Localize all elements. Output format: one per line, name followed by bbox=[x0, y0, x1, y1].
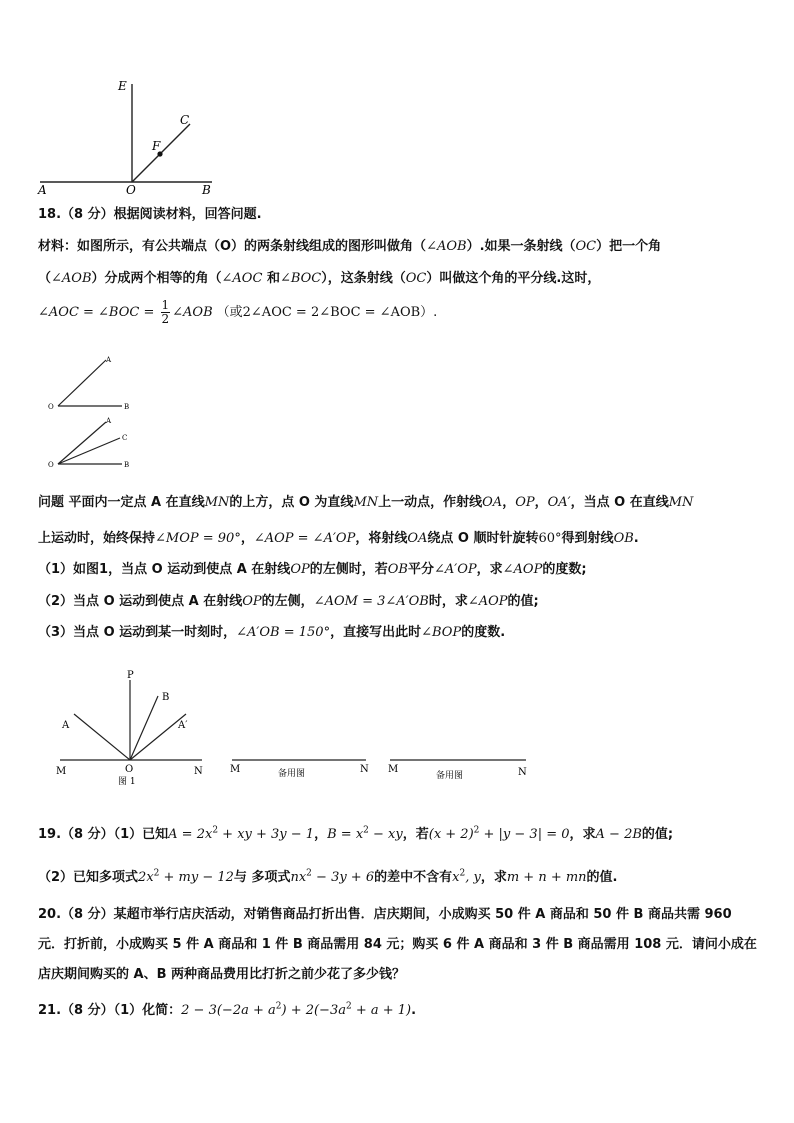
text: 时，求 bbox=[428, 594, 468, 609]
label-b: B bbox=[162, 692, 170, 703]
exponent: 2 bbox=[473, 825, 480, 836]
math: 2 − 3(−2a + a bbox=[181, 1003, 276, 1018]
figure-caption: 图 1 bbox=[118, 777, 136, 787]
exponent: 2 bbox=[212, 825, 219, 836]
ray-oc bbox=[58, 438, 120, 464]
q18-material-line1 bbox=[38, 238, 661, 256]
spare-figure-1 bbox=[226, 750, 378, 786]
math: MN bbox=[668, 495, 694, 510]
math: ) + 2(−3a bbox=[281, 1003, 346, 1018]
figure-angle-bisector bbox=[44, 412, 144, 472]
text: 材料：如图所示，有公共端点（O）的两条射线组成的图形叫做角（ bbox=[38, 239, 427, 254]
text: 的上方，点 O 为直线 bbox=[229, 495, 354, 510]
math: + a + 1) bbox=[351, 1003, 412, 1018]
exponent: 2 bbox=[275, 1001, 282, 1012]
math: ∠BOC bbox=[279, 271, 322, 286]
text: （ bbox=[38, 271, 52, 286]
label-o: O bbox=[126, 183, 136, 196]
math: ∠MOP = 90° bbox=[155, 531, 241, 546]
label-o: O bbox=[48, 461, 54, 469]
text: . bbox=[633, 531, 639, 546]
text: ）叫做这个角的平分线.这时， bbox=[426, 271, 601, 286]
text: 的左侧， bbox=[261, 594, 314, 609]
math: 2x bbox=[138, 870, 154, 885]
math: （或2∠AOC = 2∠BOC = ∠AOB）. bbox=[216, 305, 438, 320]
label-a: A bbox=[106, 356, 112, 364]
text: ， bbox=[314, 827, 328, 842]
text: 得到射线 bbox=[561, 531, 614, 546]
math: , y bbox=[465, 870, 481, 885]
text: 绕点 O 顺时针旋转 bbox=[427, 531, 539, 546]
q18-heading: 18.（8 分）根据阅读材料，回答问题. bbox=[38, 207, 262, 222]
text: 与 多项式 bbox=[233, 870, 291, 885]
q18-subquestion-2 bbox=[38, 593, 539, 611]
math: B = x bbox=[327, 827, 364, 842]
label-m: M bbox=[56, 766, 67, 777]
ray-oa bbox=[58, 422, 106, 464]
text: 的值; bbox=[507, 594, 539, 609]
math: ∠AOB bbox=[426, 239, 467, 254]
q18-material-line3 bbox=[38, 298, 437, 328]
label-m: M bbox=[388, 764, 399, 775]
text: 平分 bbox=[407, 562, 434, 577]
math: MN bbox=[353, 495, 379, 510]
text: ）.如果一条射线（ bbox=[466, 239, 576, 254]
fraction-half bbox=[161, 299, 171, 326]
math: OA bbox=[482, 495, 503, 510]
label-f: F bbox=[152, 139, 161, 153]
math: A − 2B bbox=[595, 827, 642, 842]
denominator: 2 bbox=[161, 312, 170, 326]
figure-1 bbox=[52, 666, 214, 788]
text: 的值. bbox=[586, 870, 618, 885]
label-a: A bbox=[62, 720, 70, 731]
label-m: M bbox=[230, 764, 241, 775]
q19-line2 bbox=[38, 869, 618, 887]
q18-problem-line2 bbox=[38, 530, 639, 548]
math: + |y − 3| = 0 bbox=[479, 827, 570, 842]
text: ， bbox=[240, 531, 254, 546]
text: 的差中不含有 bbox=[374, 870, 453, 885]
text: 问题 平面内一定点 A 在直线 bbox=[38, 495, 205, 510]
text: （2）已知多项式 bbox=[38, 870, 139, 885]
math: OC bbox=[405, 271, 427, 286]
math: − 3y + 6 bbox=[311, 870, 375, 885]
math: ∠AOP bbox=[467, 594, 508, 609]
math: ∠BOP bbox=[421, 625, 462, 640]
ray-ob bbox=[130, 696, 158, 760]
math: ∠AOB bbox=[172, 305, 213, 320]
text: ，当点 O 在直线 bbox=[570, 495, 669, 510]
text: ，求 bbox=[569, 827, 596, 842]
math: x bbox=[452, 870, 460, 885]
text: 19.（8 分）（1）已知 bbox=[38, 827, 169, 842]
math: + my − 12 bbox=[159, 870, 234, 885]
exponent: 2 bbox=[345, 1001, 352, 1012]
exponent: 2 bbox=[363, 825, 369, 836]
label-o: O bbox=[125, 764, 134, 775]
label-n: N bbox=[518, 767, 527, 778]
exponent: 2 bbox=[306, 868, 312, 879]
label-n: N bbox=[194, 766, 203, 777]
math: OB bbox=[613, 531, 634, 546]
ray-oa bbox=[74, 714, 130, 760]
label-a: A bbox=[106, 417, 112, 425]
math: OP bbox=[290, 562, 310, 577]
label-n: N bbox=[360, 764, 369, 775]
math: OA bbox=[407, 531, 428, 546]
figure-angle-aob bbox=[44, 350, 144, 414]
exponent: 2 bbox=[459, 868, 466, 879]
numerator: 1 bbox=[161, 298, 170, 312]
label-b: B bbox=[124, 403, 130, 411]
figure-angle-eoc bbox=[36, 76, 226, 196]
q19-line1 bbox=[38, 826, 673, 844]
math: MN bbox=[204, 495, 230, 510]
text: （2）当点 O 运动到使点 A 在射线 bbox=[38, 594, 243, 609]
text: 上运动时，始终保持 bbox=[38, 531, 156, 546]
q18-subquestion-3 bbox=[38, 624, 505, 642]
math: ∠AOP = ∠A′OP bbox=[253, 531, 356, 546]
math: ∠AOB bbox=[51, 271, 92, 286]
text: 的左侧时，若 bbox=[309, 562, 388, 577]
label-e: E bbox=[118, 79, 127, 93]
text: . bbox=[411, 1003, 417, 1018]
text: （3）当点 O 运动到某一时刻时， bbox=[38, 625, 237, 640]
math: A = 2x bbox=[168, 827, 213, 842]
text: 的度数; bbox=[542, 562, 587, 577]
math: OB bbox=[387, 562, 408, 577]
exponent: 2 bbox=[153, 868, 160, 879]
q18-material-line2 bbox=[38, 270, 600, 288]
text: 和 bbox=[262, 271, 280, 286]
q20-line3: 店庆期间购买的 A、B 两种商品费用比打折之前少花了多少钱？ bbox=[38, 967, 406, 982]
label-a-prime: A′ bbox=[178, 720, 188, 731]
math: OP bbox=[515, 495, 535, 510]
label-c: C bbox=[122, 434, 128, 442]
label-p: P bbox=[127, 670, 134, 681]
math: + xy + 3y − 1 bbox=[218, 827, 315, 842]
text: （1）如图1，当点 O 运动到使点 A 在射线 bbox=[38, 562, 291, 577]
text: 21.（8 分）（1）化简： bbox=[38, 1003, 182, 1018]
label-a: A bbox=[38, 183, 47, 196]
figure-caption: 备用图 bbox=[278, 769, 306, 779]
text: ）把一个角 bbox=[596, 239, 662, 254]
math: OP bbox=[242, 594, 262, 609]
math: − xy bbox=[368, 827, 403, 842]
text: ， bbox=[534, 495, 548, 510]
q18-subquestion-1 bbox=[38, 561, 587, 579]
label-o: O bbox=[48, 403, 54, 411]
q20-line1: 20.（8 分）某超市举行店庆活动，对销售商品打折出售．店庆期间，小成购买 50 件 A 商品和 50 件 B 商品共需 960 bbox=[38, 907, 732, 922]
q18-problem-line1 bbox=[38, 494, 693, 512]
text: ）分成两个相等的角（ bbox=[91, 271, 222, 286]
text: 的值; bbox=[641, 827, 674, 842]
text: ， bbox=[502, 495, 516, 510]
math: (x + 2) bbox=[428, 827, 474, 842]
text: ，将射线 bbox=[355, 531, 408, 546]
math: OA′ bbox=[547, 495, 571, 510]
text: ，求 bbox=[476, 562, 503, 577]
q21-line1 bbox=[38, 1002, 416, 1020]
ray-oa bbox=[58, 360, 106, 406]
math: ∠AOP bbox=[502, 562, 543, 577]
math: 60° bbox=[538, 531, 562, 546]
label-b: B bbox=[124, 461, 130, 469]
label-c: C bbox=[180, 113, 190, 127]
math: OC bbox=[575, 239, 597, 254]
math: ∠A′OP bbox=[433, 562, 477, 577]
math: ∠AOC bbox=[221, 271, 263, 286]
math: ∠AOM = 3∠A′OB bbox=[313, 594, 429, 609]
math: ∠AOC = ∠BOC = bbox=[38, 305, 159, 320]
q20-line2: 元．打折前，小成购买 5 件 A 商品和 1 件 B 商品需用 84 元；购买 6 件 A 商品和 3 件 B 商品需用 108 元．请问小成在 bbox=[38, 937, 757, 952]
text: ，直接写出此时 bbox=[330, 625, 422, 640]
text: ，若 bbox=[402, 827, 429, 842]
text: 上一动点，作射线 bbox=[378, 495, 483, 510]
math: m + n + mn bbox=[506, 870, 587, 885]
spare-figure-2 bbox=[384, 750, 536, 786]
label-b: B bbox=[202, 183, 211, 196]
math: ∠A′OB = 150° bbox=[236, 625, 331, 640]
text: ），这条射线（ bbox=[321, 271, 406, 286]
text: 的度数. bbox=[461, 625, 506, 640]
text: ，求 bbox=[480, 870, 507, 885]
figure-caption: 备用图 bbox=[436, 771, 464, 781]
math: nx bbox=[290, 870, 307, 885]
